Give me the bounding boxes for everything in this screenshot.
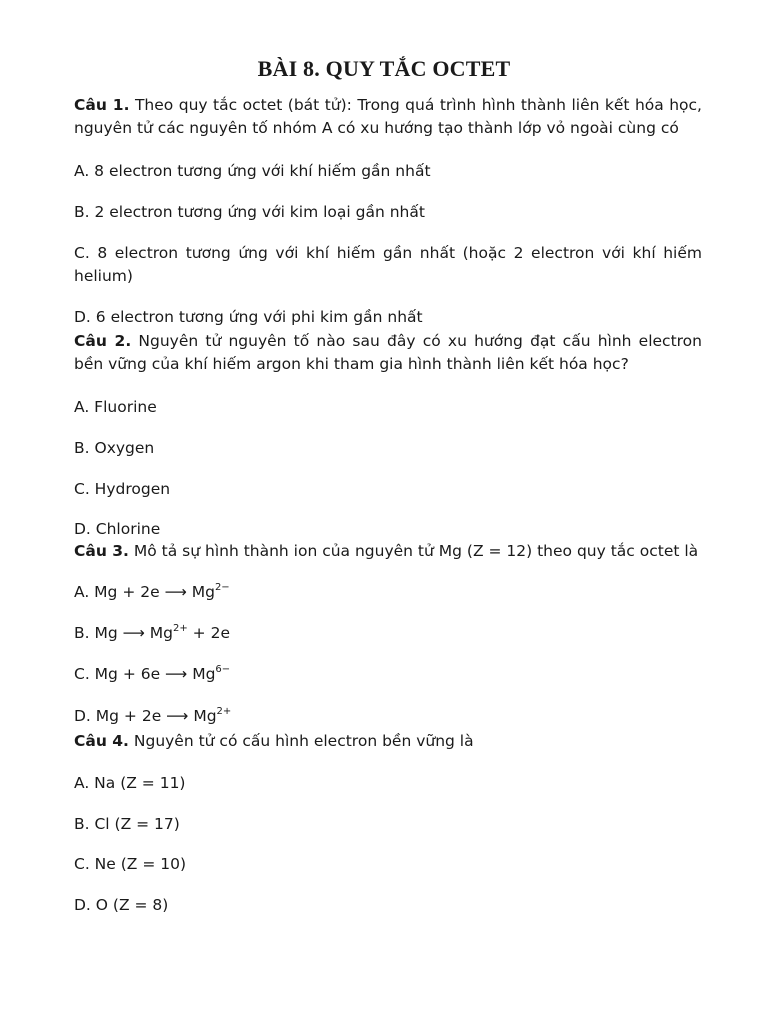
page-title: BÀI 8. QUY TẮC OCTET xyxy=(257,56,511,81)
option-text-tail: + 2e xyxy=(187,624,230,642)
option-superscript: 2− xyxy=(214,582,230,593)
question-2-option-c: C. Hydrogen xyxy=(74,480,171,498)
question-4-option-c: C. Ne (Z = 10) xyxy=(74,855,187,873)
question-2-text: Nguyên tử nguyên tố nào sau đây có xu hướng đạt cấu hình electron bền vững của khí hiếm argon khi tham gia hình thành liên kết hóa học? xyxy=(74,332,702,373)
question-2-label: Câu 2. xyxy=(74,332,132,350)
question-4-option-d: D. O (Z = 8) xyxy=(74,896,169,914)
option-text: D. Mg + 2e ⟶ Mg xyxy=(74,707,217,725)
option-superscript: 2+ xyxy=(216,706,232,717)
question-2-stem xyxy=(74,330,702,376)
question-4-text: Nguyên tử có cấu hình electron bền vững là xyxy=(128,732,474,750)
question-1-label: Câu 1. xyxy=(74,96,130,114)
question-1-option-c: C. 8 electron tương ứng với khí hiếm gần nhất (hoặc 2 electron với khí hiếm helium) xyxy=(74,244,702,285)
question-3-option-d xyxy=(74,705,702,730)
question-3-stem xyxy=(74,540,702,563)
option-superscript: 2+ xyxy=(173,623,188,634)
question-4-stem xyxy=(74,730,702,753)
question-1-option-a: A. 8 electron tương ứng với khí hiếm gần nhất xyxy=(74,162,431,180)
option-text: B. Mg ⟶ Mg xyxy=(74,624,173,642)
question-3-option-b xyxy=(74,622,702,647)
question-3-option-a xyxy=(74,581,702,606)
question-4-option-b: B. Cl (Z = 17) xyxy=(74,815,180,833)
option-text: A. Mg + 2e ⟶ Mg xyxy=(74,583,215,601)
question-3-label: Câu 3. xyxy=(74,542,129,560)
question-2-option-a: A. Fluorine xyxy=(74,398,157,416)
question-3-option-c xyxy=(74,663,702,688)
question-2-option-d: D. Chlorine xyxy=(74,520,161,538)
question-4-label: Câu 4. xyxy=(74,732,129,750)
question-2-option-b: B. Oxygen xyxy=(74,439,155,457)
question-1-option-b: B. 2 electron tương ứng với kim loại gần nhất xyxy=(74,203,425,221)
question-3-text: Mô tả sự hình thành ion của nguyên tử Mg (Z = 12) theo quy tắc octet là xyxy=(128,542,699,560)
option-text: C. Mg + 6e ⟶ Mg xyxy=(74,665,216,683)
question-4-option-a: A. Na (Z = 11) xyxy=(74,774,186,792)
question-1-stem xyxy=(74,94,702,140)
question-1-option-d: D. 6 electron tương ứng với phi kim gần nhất xyxy=(74,308,423,326)
option-superscript: 6− xyxy=(215,664,231,675)
question-1-text: Theo quy tắc octet (bát tử): Trong quá trình hình thành liên kết hóa học, nguyên tử các nguyên tố nhóm A có xu hướng tạo thành lớp vỏ ngoài cùng có xyxy=(74,96,702,137)
